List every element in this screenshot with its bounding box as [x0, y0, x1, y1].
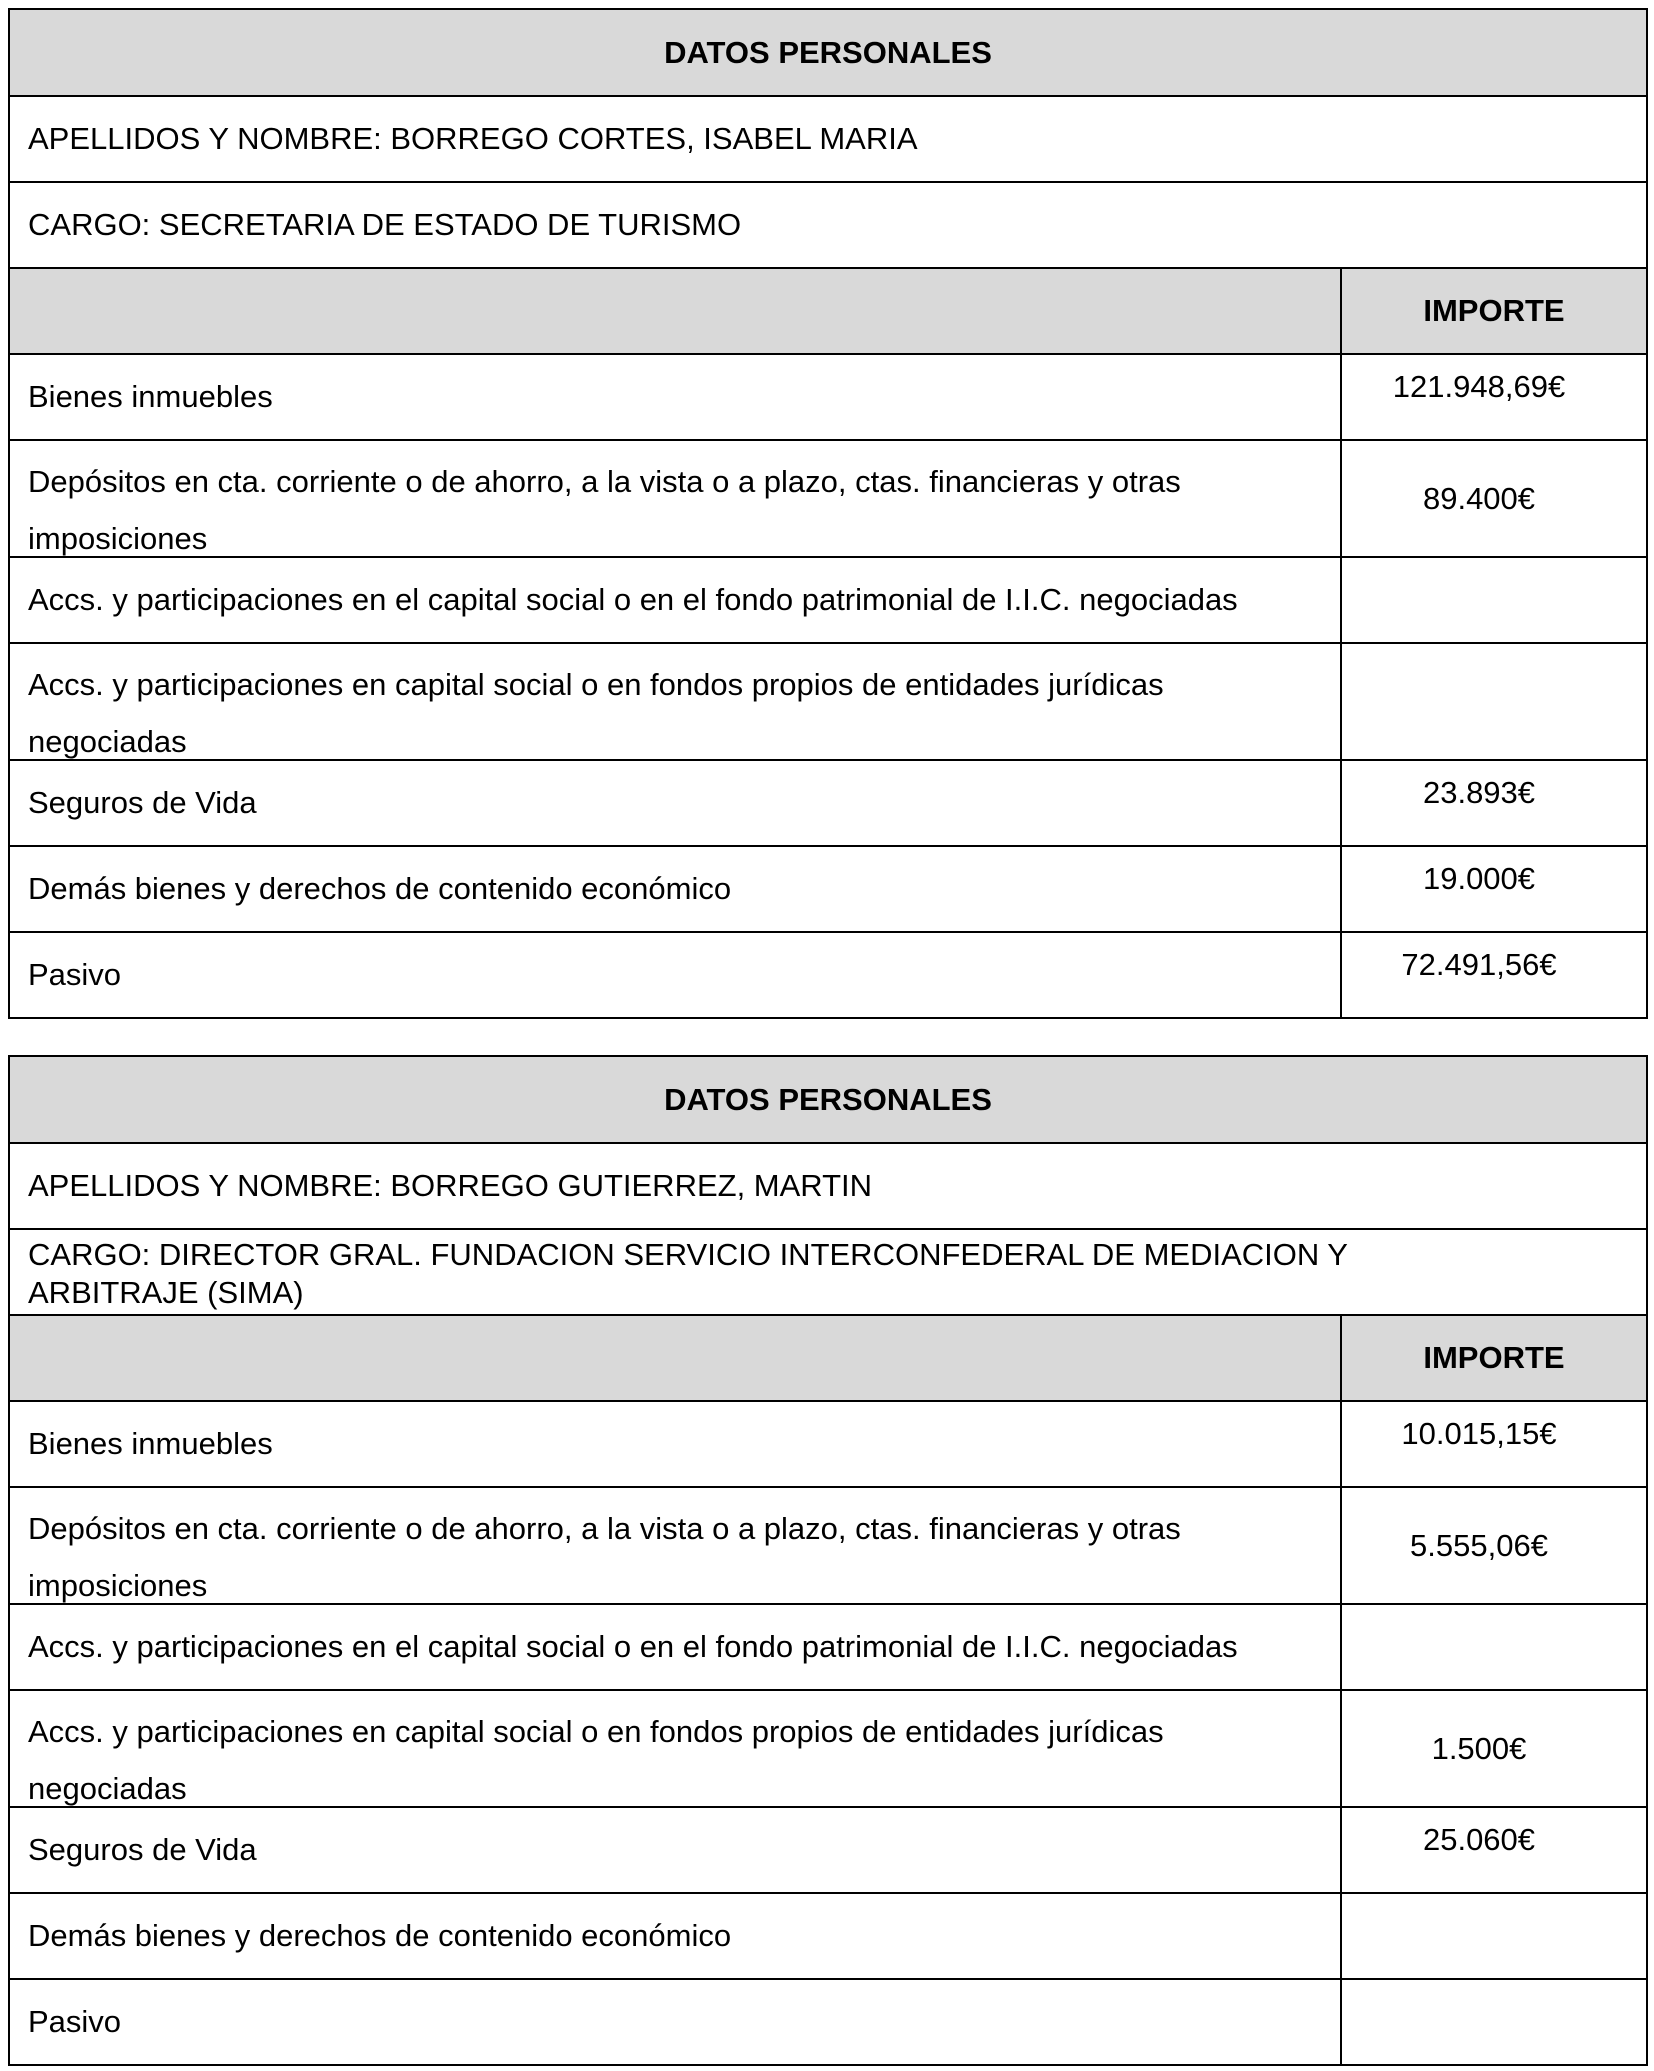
asset-row [10, 1486, 1646, 1603]
asset-row [10, 1806, 1646, 1892]
section-header [10, 10, 1646, 95]
asset-row [10, 1603, 1646, 1689]
column-header-row [10, 267, 1646, 353]
asset-row [10, 642, 1646, 759]
asset-label [10, 1488, 1342, 1603]
cargo-text: CARGO: DIRECTOR GRAL. FUNDACION SERVICIO INTERCONFEDERAL DE MEDIACION Y ARBITRAJE (SIMA) [28, 1237, 1348, 1310]
asset-label-text: Accs. y participaciones en capital social o en fondos propios de entidades jurídicas negociadas [28, 1714, 1164, 1806]
cargo-row [10, 181, 1646, 267]
asset-label [10, 1691, 1342, 1806]
asset-amount: 5.555,06€ [1410, 1527, 1548, 1563]
cargo-row [10, 1228, 1646, 1314]
section-header-label: DATOS PERSONALES [664, 1081, 992, 1117]
declaration-table-1 [8, 8, 1648, 1019]
asset-label-text: Depósitos en cta. corriente o de ahorro, a la vista o a plazo, ctas. financieras y otras imposiciones [28, 464, 1181, 556]
asset-label-text: Accs. y participaciones en capital social o en fondos propios de entidades jurídicas negociadas [28, 667, 1164, 759]
name-row [10, 1142, 1646, 1228]
cargo-text: CARGO: SECRETARIA DE ESTADO DE TURISMO [28, 207, 742, 242]
name-row [10, 95, 1646, 181]
asset-row [10, 1689, 1646, 1806]
asset-amount [1342, 644, 1646, 759]
asset-amount: 23.893€ [1422, 775, 1536, 810]
asset-amount: 72.491,56€ [1401, 947, 1557, 982]
column-header-amount: IMPORTE [1342, 1316, 1646, 1400]
column-header-amount: IMPORTE [1342, 269, 1646, 353]
asset-label: Seguros de Vida [10, 761, 1342, 845]
asset-amount: 19.000€ [1422, 861, 1536, 896]
section-header-label: DATOS PERSONALES [664, 34, 992, 70]
asset-label-text: Depósitos en cta. corriente o de ahorro, a la vista o a plazo, ctas. financieras y otras imposiciones [28, 1511, 1181, 1603]
asset-row [10, 931, 1646, 1017]
asset-label: Accs. y participaciones en el capital social o en el fondo patrimonial de I.I.C. negociadas [10, 1605, 1342, 1689]
asset-amount: 10.015,15€ [1401, 1416, 1557, 1451]
name-text: APELLIDOS Y NOMBRE: BORREGO GUTIERREZ, MARTIN [28, 1168, 873, 1203]
asset-row [10, 845, 1646, 931]
asset-row [10, 556, 1646, 642]
column-header-row [10, 1314, 1646, 1400]
asset-label: Pasivo [10, 1980, 1342, 2064]
asset-label [10, 644, 1342, 759]
asset-amount: 25.060€ [1422, 1822, 1536, 1857]
asset-label: Accs. y participaciones en el capital social o en el fondo patrimonial de I.I.C. negociadas [10, 558, 1342, 642]
asset-label [10, 441, 1342, 556]
asset-amount [1342, 1980, 1646, 2064]
asset-amount [1342, 558, 1646, 642]
asset-amount: 121.948,69€ [1392, 369, 1566, 404]
asset-amount [1342, 1605, 1646, 1689]
asset-row [10, 1400, 1646, 1486]
asset-label: Bienes inmuebles [10, 355, 1342, 439]
asset-label: Bienes inmuebles [10, 1402, 1342, 1486]
column-header-label [10, 1316, 1342, 1400]
asset-row [10, 1892, 1646, 1978]
asset-label: Pasivo [10, 933, 1342, 1017]
section-header [10, 1057, 1646, 1142]
asset-label: Demás bienes y derechos de contenido económico [10, 847, 1342, 931]
asset-row [10, 439, 1646, 556]
asset-amount: 89.400€ [1422, 480, 1536, 516]
column-header-label [10, 269, 1342, 353]
asset-row [10, 353, 1646, 439]
asset-row [10, 1978, 1646, 2064]
declaration-table-2 [8, 1055, 1648, 2066]
asset-amount: 1.500€ [1431, 1730, 1527, 1766]
asset-row [10, 759, 1646, 845]
name-text: APELLIDOS Y NOMBRE: BORREGO CORTES, ISABEL MARIA [28, 121, 918, 156]
asset-amount [1342, 1894, 1646, 1978]
asset-label: Demás bienes y derechos de contenido económico [10, 1894, 1342, 1978]
asset-label: Seguros de Vida [10, 1808, 1342, 1892]
